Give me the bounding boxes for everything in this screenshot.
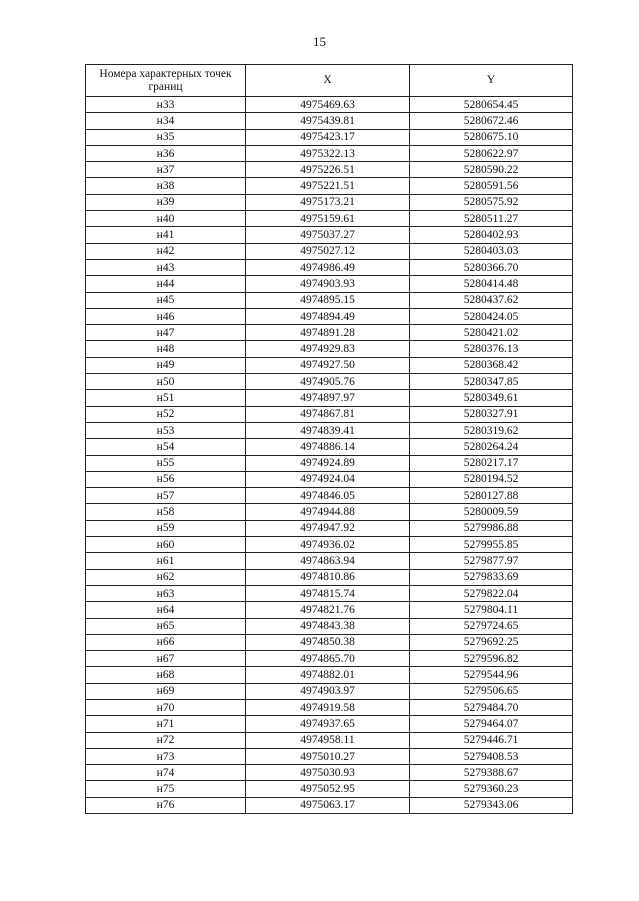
cell-x: 4974882.01 bbox=[246, 667, 410, 683]
cell-x: 4975052.95 bbox=[246, 781, 410, 797]
cell-point-id: н58 bbox=[86, 504, 246, 520]
table-row bbox=[86, 667, 573, 683]
cell-x: 4974903.97 bbox=[246, 683, 410, 699]
cell-point-id: н51 bbox=[86, 390, 246, 406]
cell-x: 4974944.88 bbox=[246, 504, 410, 520]
cell-y: 5280327.91 bbox=[410, 406, 573, 422]
cell-point-id: н36 bbox=[86, 145, 246, 161]
cell-x: 4974815.74 bbox=[246, 585, 410, 601]
cell-y: 5280414.48 bbox=[410, 276, 573, 292]
table-row bbox=[86, 699, 573, 715]
table-row bbox=[86, 129, 573, 145]
table-row bbox=[86, 227, 573, 243]
cell-y: 5280590.22 bbox=[410, 162, 573, 178]
table-row bbox=[86, 374, 573, 390]
table-row bbox=[86, 390, 573, 406]
cell-x: 4975063.17 bbox=[246, 797, 410, 813]
cell-x: 4974839.41 bbox=[246, 422, 410, 438]
cell-x: 4974810.86 bbox=[246, 569, 410, 585]
cell-y: 5280675.10 bbox=[410, 129, 573, 145]
table-row bbox=[86, 488, 573, 504]
table-row bbox=[86, 569, 573, 585]
cell-y: 5279724.65 bbox=[410, 618, 573, 634]
cell-x: 4974886.14 bbox=[246, 439, 410, 455]
cell-y: 5279804.11 bbox=[410, 602, 573, 618]
table-row bbox=[86, 178, 573, 194]
table-body bbox=[86, 97, 573, 814]
cell-point-id: н55 bbox=[86, 455, 246, 471]
cell-y: 5279360.23 bbox=[410, 781, 573, 797]
cell-point-id: н60 bbox=[86, 537, 246, 553]
cell-point-id: н35 bbox=[86, 129, 246, 145]
cell-point-id: н62 bbox=[86, 569, 246, 585]
cell-x: 4974895.15 bbox=[246, 292, 410, 308]
cell-point-id: н73 bbox=[86, 748, 246, 764]
cell-x: 4974891.28 bbox=[246, 325, 410, 341]
cell-point-id: н76 bbox=[86, 797, 246, 813]
cell-y: 5280009.59 bbox=[410, 504, 573, 520]
table-row bbox=[86, 162, 573, 178]
cell-point-id: н67 bbox=[86, 651, 246, 667]
table-row bbox=[86, 455, 573, 471]
table-row bbox=[86, 211, 573, 227]
cell-x: 4974846.05 bbox=[246, 488, 410, 504]
cell-point-id: н43 bbox=[86, 259, 246, 275]
cell-y: 5280622.97 bbox=[410, 145, 573, 161]
cell-point-id: н53 bbox=[86, 422, 246, 438]
cell-point-id: н68 bbox=[86, 667, 246, 683]
cell-y: 5279343.06 bbox=[410, 797, 573, 813]
cell-y: 5279388.67 bbox=[410, 765, 573, 781]
cell-point-id: н69 bbox=[86, 683, 246, 699]
cell-point-id: н47 bbox=[86, 325, 246, 341]
cell-point-id: н41 bbox=[86, 227, 246, 243]
cell-point-id: н42 bbox=[86, 243, 246, 259]
cell-point-id: н54 bbox=[86, 439, 246, 455]
cell-x: 4974986.49 bbox=[246, 259, 410, 275]
table-row bbox=[86, 797, 573, 813]
table-row bbox=[86, 422, 573, 438]
cell-x: 4974924.89 bbox=[246, 455, 410, 471]
cell-y: 5279408.53 bbox=[410, 748, 573, 764]
table-row bbox=[86, 243, 573, 259]
cell-x: 4974850.38 bbox=[246, 634, 410, 650]
cell-x: 4975469.63 bbox=[246, 97, 410, 113]
cell-y: 5280217.17 bbox=[410, 455, 573, 471]
cell-x: 4974821.76 bbox=[246, 602, 410, 618]
cell-x: 4974947.92 bbox=[246, 520, 410, 536]
cell-point-id: н49 bbox=[86, 357, 246, 373]
cell-x: 4974903.93 bbox=[246, 276, 410, 292]
table-row bbox=[86, 781, 573, 797]
cell-y: 5280349.61 bbox=[410, 390, 573, 406]
cell-y: 5280194.52 bbox=[410, 471, 573, 487]
cell-point-id: н56 bbox=[86, 471, 246, 487]
cell-x: 4975037.27 bbox=[246, 227, 410, 243]
table-row bbox=[86, 732, 573, 748]
cell-y: 5280319.62 bbox=[410, 422, 573, 438]
cell-x: 4974929.83 bbox=[246, 341, 410, 357]
cell-y: 5279955.85 bbox=[410, 537, 573, 553]
cell-point-id: н63 bbox=[86, 585, 246, 601]
cell-x: 4974865.70 bbox=[246, 651, 410, 667]
cell-y: 5279464.07 bbox=[410, 716, 573, 732]
cell-x: 4975322.13 bbox=[246, 145, 410, 161]
cell-y: 5280591.56 bbox=[410, 178, 573, 194]
cell-y: 5280421.02 bbox=[410, 325, 573, 341]
table-row bbox=[86, 194, 573, 210]
cell-y: 5279692.25 bbox=[410, 634, 573, 650]
cell-y: 5280575.92 bbox=[410, 194, 573, 210]
cell-point-id: н71 bbox=[86, 716, 246, 732]
cell-y: 5280376.13 bbox=[410, 341, 573, 357]
cell-y: 5280347.85 bbox=[410, 374, 573, 390]
table-row bbox=[86, 276, 573, 292]
cell-y: 5280402.93 bbox=[410, 227, 573, 243]
cell-x: 4975173.21 bbox=[246, 194, 410, 210]
cell-y: 5279484.70 bbox=[410, 699, 573, 715]
cell-point-id: н37 bbox=[86, 162, 246, 178]
cell-x: 4974863.94 bbox=[246, 553, 410, 569]
cell-point-id: н57 bbox=[86, 488, 246, 504]
cell-y: 5280127.88 bbox=[410, 488, 573, 504]
cell-point-id: н64 bbox=[86, 602, 246, 618]
table-row bbox=[86, 618, 573, 634]
table-row bbox=[86, 406, 573, 422]
cell-y: 5280654.45 bbox=[410, 97, 573, 113]
cell-x: 4974936.02 bbox=[246, 537, 410, 553]
cell-y: 5280368.42 bbox=[410, 357, 573, 373]
cell-point-id: н48 bbox=[86, 341, 246, 357]
cell-y: 5280366.70 bbox=[410, 259, 573, 275]
table-row bbox=[86, 553, 573, 569]
cell-y: 5279822.04 bbox=[410, 585, 573, 601]
header-y: Y bbox=[410, 65, 573, 97]
cell-point-id: н75 bbox=[86, 781, 246, 797]
cell-point-id: н39 bbox=[86, 194, 246, 210]
table-row bbox=[86, 634, 573, 650]
cell-point-id: н65 bbox=[86, 618, 246, 634]
table-row bbox=[86, 585, 573, 601]
table-row bbox=[86, 259, 573, 275]
table-row bbox=[86, 292, 573, 308]
cell-y: 5279506.65 bbox=[410, 683, 573, 699]
cell-x: 4974937.65 bbox=[246, 716, 410, 732]
cell-y: 5279877.97 bbox=[410, 553, 573, 569]
table-row bbox=[86, 537, 573, 553]
header-row bbox=[86, 65, 573, 97]
table-row bbox=[86, 504, 573, 520]
cell-point-id: н59 bbox=[86, 520, 246, 536]
cell-point-id: н33 bbox=[86, 97, 246, 113]
table-row bbox=[86, 145, 573, 161]
cell-point-id: н34 bbox=[86, 113, 246, 129]
table-row bbox=[86, 325, 573, 341]
cell-y: 5280424.05 bbox=[410, 308, 573, 324]
cell-point-id: н44 bbox=[86, 276, 246, 292]
cell-x: 4974843.38 bbox=[246, 618, 410, 634]
table-row bbox=[86, 716, 573, 732]
cell-point-id: н50 bbox=[86, 374, 246, 390]
table-row bbox=[86, 748, 573, 764]
cell-x: 4974905.76 bbox=[246, 374, 410, 390]
cell-x: 4975439.81 bbox=[246, 113, 410, 129]
cell-x: 4974894.49 bbox=[246, 308, 410, 324]
boundary-points-table bbox=[85, 64, 573, 814]
cell-x: 4975159.61 bbox=[246, 211, 410, 227]
table-row bbox=[86, 765, 573, 781]
cell-x: 4975027.12 bbox=[246, 243, 410, 259]
table-row bbox=[86, 520, 573, 536]
cell-y: 5280672.46 bbox=[410, 113, 573, 129]
table-row bbox=[86, 439, 573, 455]
cell-point-id: н74 bbox=[86, 765, 246, 781]
cell-y: 5280403.03 bbox=[410, 243, 573, 259]
table-row bbox=[86, 97, 573, 113]
cell-y: 5279596.82 bbox=[410, 651, 573, 667]
cell-y: 5279833.69 bbox=[410, 569, 573, 585]
table-row bbox=[86, 651, 573, 667]
cell-x: 4974897.97 bbox=[246, 390, 410, 406]
cell-point-id: н72 bbox=[86, 732, 246, 748]
table-row bbox=[86, 357, 573, 373]
table-row bbox=[86, 602, 573, 618]
table-row bbox=[86, 683, 573, 699]
cell-point-id: н46 bbox=[86, 308, 246, 324]
table-row bbox=[86, 113, 573, 129]
cell-y: 5279544.96 bbox=[410, 667, 573, 683]
cell-point-id: н40 bbox=[86, 211, 246, 227]
table-row bbox=[86, 471, 573, 487]
cell-point-id: н66 bbox=[86, 634, 246, 650]
cell-y: 5280264.24 bbox=[410, 439, 573, 455]
cell-y: 5279986.88 bbox=[410, 520, 573, 536]
cell-x: 4975221.51 bbox=[246, 178, 410, 194]
cell-x: 4974867.81 bbox=[246, 406, 410, 422]
cell-point-id: н45 bbox=[86, 292, 246, 308]
cell-x: 4975226.51 bbox=[246, 162, 410, 178]
cell-x: 4974958.11 bbox=[246, 732, 410, 748]
cell-point-id: н52 bbox=[86, 406, 246, 422]
table-row bbox=[86, 341, 573, 357]
page-number: 15 bbox=[313, 34, 326, 49]
cell-x: 4974919.58 bbox=[246, 699, 410, 715]
cell-y: 5279446.71 bbox=[410, 732, 573, 748]
cell-point-id: н61 bbox=[86, 553, 246, 569]
header-x: X bbox=[246, 65, 410, 97]
cell-x: 4975010.27 bbox=[246, 748, 410, 764]
cell-y: 5280511.27 bbox=[410, 211, 573, 227]
table-header bbox=[86, 65, 573, 97]
cell-x: 4974927.50 bbox=[246, 357, 410, 373]
cell-point-id: н70 bbox=[86, 699, 246, 715]
cell-x: 4975030.93 bbox=[246, 765, 410, 781]
cell-x: 4974924.04 bbox=[246, 471, 410, 487]
cell-y: 5280437.62 bbox=[410, 292, 573, 308]
cell-point-id: н38 bbox=[86, 178, 246, 194]
table-row bbox=[86, 308, 573, 324]
header-point-numbers: Номера характерных точек границ bbox=[86, 65, 246, 97]
cell-x: 4975423.17 bbox=[246, 129, 410, 145]
